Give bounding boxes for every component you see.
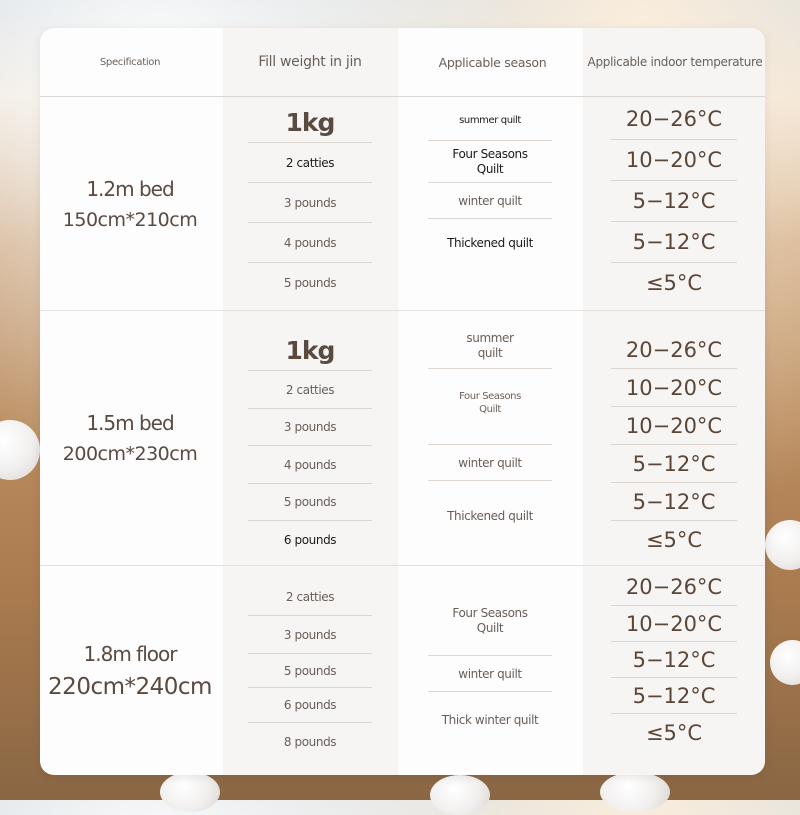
weight-cell: 2 catties	[220, 143, 400, 183]
size-group-1-8m	[40, 566, 765, 775]
temperature-cell: 10−20°C	[583, 369, 765, 407]
spec-table-card	[40, 28, 765, 775]
temperature-column	[583, 97, 765, 310]
header-fill-weight: Fill weight in jin	[258, 54, 362, 70]
season-cell: winter quilt	[400, 183, 580, 219]
spec-name: 1.5m bed	[86, 411, 174, 435]
cotton-boll-decoration	[430, 775, 490, 815]
cotton-boll-decoration	[770, 640, 800, 685]
temperature-cell: 5−12°C	[583, 222, 765, 263]
temperature-cell: 5−12°C	[583, 445, 765, 483]
weight-cell: 2 catties	[220, 578, 400, 616]
temperature-cell: ≤5°C	[645, 527, 703, 552]
temperature-cell: 5−12°C	[583, 483, 765, 521]
weight-cell: 5 pounds	[283, 275, 337, 290]
weight-cell: 5 pounds	[220, 484, 400, 521]
weight-column	[220, 566, 400, 775]
weight-column	[220, 311, 400, 565]
cotton-boll-decoration	[765, 520, 800, 570]
weight-cell: 4 pounds	[220, 446, 400, 484]
cotton-boll-decoration	[600, 772, 670, 812]
weight-cell: 3 pounds	[220, 183, 400, 223]
season-cell: Four Seasons Quilt	[400, 141, 580, 183]
temperature-cell: 20−26°C	[583, 331, 765, 369]
spec-cell	[40, 97, 220, 310]
spec-name: 1.8m floor	[83, 641, 177, 666]
season-cell: summer quilt	[400, 101, 580, 141]
cotton-boll-decoration	[0, 420, 40, 480]
temperature-cell: 5−12°C	[583, 181, 765, 222]
table-header	[40, 28, 765, 96]
weight-cell: 3 pounds	[220, 409, 400, 446]
size-group-1-5m	[40, 311, 765, 565]
season-column	[400, 311, 580, 565]
season-cell: Four Seasons Quilt	[400, 586, 580, 656]
weight-cell: 2 catties	[220, 371, 400, 409]
weight-cell: 4 pounds	[220, 223, 400, 263]
temperature-cell: 10−20°C	[583, 140, 765, 181]
temperature-cell: 10−20°C	[583, 407, 765, 445]
spec-size: 200cm*230cm	[62, 443, 198, 465]
spec-size: 150cm*210cm	[62, 208, 198, 231]
temperature-cell: ≤5°C	[645, 271, 703, 296]
cotton-boll-decoration	[160, 772, 220, 812]
temperature-cell: 20−26°C	[583, 568, 765, 606]
season-cell: Thickened quilt	[447, 235, 533, 250]
header-specification: Specification	[99, 56, 161, 68]
season-cell: summer quilt	[400, 323, 580, 369]
season-cell: Four Seasons Quilt	[400, 369, 580, 445]
spec-cell	[40, 566, 220, 775]
temperature-column	[583, 566, 765, 775]
weight-cell: 5 pounds	[220, 654, 400, 688]
temperature-cell: ≤5°C	[645, 720, 703, 745]
season-cell: Thick winter quilt	[441, 712, 539, 727]
season-column	[400, 566, 580, 775]
header-season: Applicable season	[438, 54, 547, 70]
weight-cell: 1kg	[220, 331, 400, 371]
season-cell: Thickened quilt	[447, 508, 533, 523]
season-cell: winter quilt	[400, 656, 580, 692]
weight-cell: 1kg	[220, 103, 400, 143]
temperature-cell: 5−12°C	[583, 642, 765, 678]
temperature-cell: 20−26°C	[583, 99, 765, 140]
temperature-column	[583, 311, 765, 565]
weight-column	[220, 97, 400, 310]
spec-size: 220cm*240cm	[48, 673, 212, 700]
weight-cell: 6 pounds	[283, 532, 337, 547]
season-cell: winter quilt	[400, 445, 580, 481]
spec-cell	[40, 311, 220, 565]
season-column	[400, 97, 580, 310]
size-group-1-2m	[40, 97, 765, 310]
temperature-cell: 5−12°C	[583, 678, 765, 714]
weight-cell: 3 pounds	[220, 616, 400, 654]
header-temperature: Applicable indoor temperature	[587, 55, 763, 69]
weight-cell: 6 pounds	[220, 688, 400, 723]
weight-cell: 8 pounds	[283, 734, 337, 749]
spec-name: 1.2m bed	[86, 176, 174, 201]
temperature-cell: 10−20°C	[583, 606, 765, 642]
